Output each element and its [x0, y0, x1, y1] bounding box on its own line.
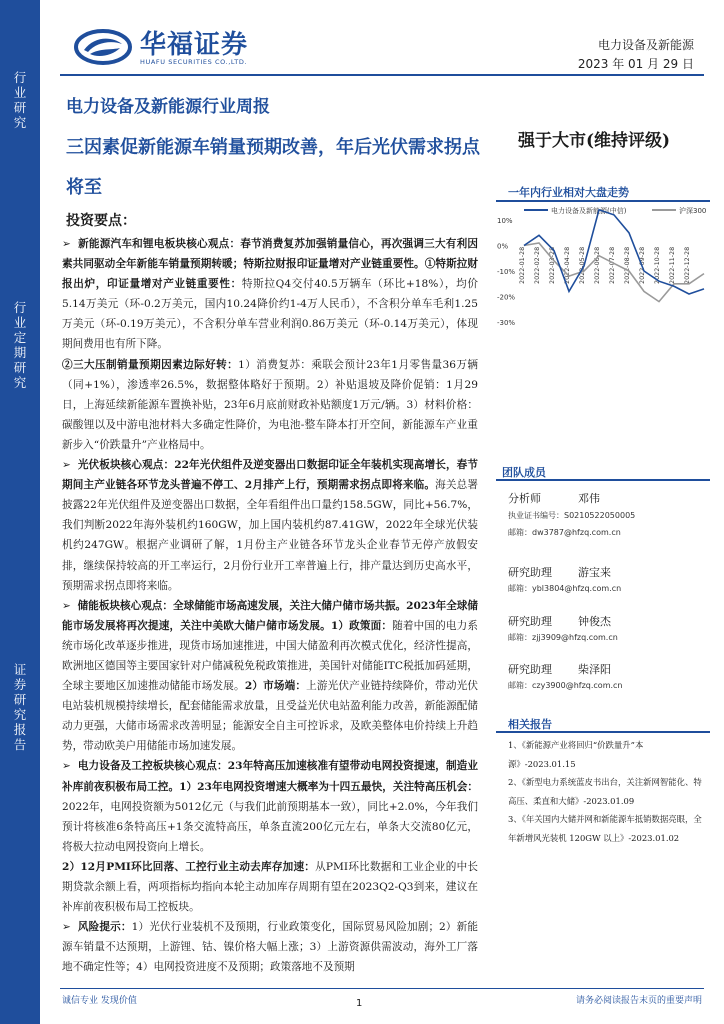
- footer-divider: [60, 988, 704, 989]
- company-name-cn: 华福证券: [140, 30, 249, 60]
- member-role: 分析师: [508, 492, 541, 505]
- paragraph-pmi: 2）12月PMI环比回落、工控行业主动去库存加速：从PMI环比数据和工业企业的中长期贷款余额上看，两项指标均指向本轮主动加库存周期有望在2023Q2-Q3到来，建议在补库前夜积极布局工控板块。: [62, 860, 478, 914]
- member-role: 研究助理: [508, 566, 552, 579]
- member-name: 钟俊杰: [578, 615, 611, 628]
- paragraph-risk: ➢ 风险提示：1）光伏行业装机不及预期，行业政策变化，国际贸易风险加剧；2）新能源车销量不达预期，上游锂、钴、镍价格大幅上涨；3）上游资源供需波动，海外工厂落地不确定性等；4）电网投资进度不及预期；政策落地不及预期: [62, 921, 478, 974]
- related-heading-rule: [496, 731, 710, 733]
- x-tick-label: 2022-08-28: [623, 246, 631, 284]
- page-number: 1: [356, 998, 363, 1009]
- header-divider: [60, 74, 704, 76]
- x-tick-label: 2022-04-28: [563, 246, 571, 284]
- team-heading: 团队成员: [502, 466, 546, 479]
- related-report-list: [508, 736, 708, 847]
- y-tick-label: -30%: [497, 319, 516, 327]
- x-tick-label: 2022-09-28: [638, 246, 646, 284]
- report-type: 电力设备及新能源行业周报: [66, 97, 270, 117]
- x-tick-label: 2022-07-28: [608, 246, 616, 284]
- company-name-en: HUAFU SECURITIES CO.,LTD.: [140, 58, 248, 66]
- team-heading-rule: [496, 479, 710, 481]
- y-tick-label: -20%: [497, 293, 516, 302]
- sidebar-label-industry-research: 行业研究: [13, 70, 27, 130]
- related-report-item[interactable]: 1、《新能源产业将回归“价跌量升”本源》-2023.01.15: [508, 740, 644, 769]
- relative-performance-chart: [496, 200, 710, 330]
- member-name: 邓伟: [578, 492, 600, 505]
- x-tick-label: 2022-06-28: [593, 246, 601, 284]
- rating: 强于大市(维持评级): [518, 131, 671, 151]
- y-tick-label: 10%: [497, 217, 513, 225]
- report-title: 三因素促新能源车销量预期改善，年后光伏需求拐点将至: [66, 137, 480, 198]
- x-tick-label: 2022-02-28: [533, 246, 541, 284]
- member-email: 邮箱：czy3900@hfzq.com.cn: [508, 681, 623, 690]
- related-report-item[interactable]: 3、《年关国内大储并网和新能源车抵销数据亮眼，全年新增风光装机 120GW 以上》-2023.01.02: [508, 814, 702, 843]
- legend-label-industry: 电力设备及新能源(中信): [551, 207, 627, 215]
- legend-label-index: 沪深300: [679, 207, 707, 215]
- member-role: 研究助理: [508, 663, 552, 676]
- footer-disclaimer: 请务必阅读报告末页的重要声明: [575, 996, 702, 1006]
- member-license: 执业证书编号：S0210522050005: [508, 511, 636, 520]
- x-tick-label: 2022-11-28: [668, 246, 676, 284]
- side-bar: [0, 0, 40, 1024]
- x-tick-label: 2022-12-28: [683, 246, 691, 284]
- huafu-logo-icon: [74, 28, 132, 66]
- x-tick-label: 2022-03-28: [548, 246, 556, 284]
- member-name: 柴泽阳: [578, 663, 611, 676]
- paragraph-grid: ➢ 电力设备及工控板块核心观点：23年特高压加速核准有望带动电网投资提速，制造业补库前夜积极布局工控。1）23年电网投资增速大概率为十四五最快，关注特高压机会：2022年，电网投资额为5012亿元（与我们此前预期基本一致），同比+2.0%，今年我们预计将核准6条特高压+1条交流特高压，单条直流200亿元左右，单条大交流80亿元，将极大拉动电网投资向上增长。: [62, 760, 478, 853]
- member-email: 邮箱：dw3787@hfzq.com.cn: [508, 528, 621, 537]
- related-heading: 相关报告: [508, 718, 552, 731]
- member-email: 邮箱：ybl3804@hfzq.com.cn: [508, 584, 622, 593]
- header-category: 电力设备及新能源: [597, 38, 694, 52]
- x-tick-label: 2022-05-28: [578, 246, 586, 284]
- paragraph-pv: ➢ 光伏板块核心观点：22年光伏组件及逆变器出口数据印证全年装机实现高增长，春节期间主产业链各环节龙头普遍不停工、2月排产上行，预期需求拐点即将来临。海关总署披露22年光伏组件及逆变器出口数据，全年看组件出口量约158.5GW，同比+56.7%，我们判断2022年海外装机约160GW，加上国内装机约87.41GW，2022年全球光伏装机约247GW。根据产业调研了解，1月份主产业链各环节龙头企业春节无停产放假安排，继续保持较高的开工率运行，2月份行业开工率普遍上行，排产量达到历史高水平，预期需求拐点即将来临。: [62, 459, 478, 592]
- footer-slogan: 诚信专业 发现价值: [62, 996, 137, 1006]
- x-tick-label: 2022-10-28: [653, 246, 661, 284]
- sidebar-label-periodic-research: 行业定期研究: [13, 300, 27, 390]
- x-tick-label: 2022-01-28: [518, 246, 526, 284]
- summary-heading: 投资要点：: [66, 213, 136, 229]
- y-tick-label: -10%: [497, 268, 516, 276]
- member-role: 研究助理: [508, 615, 552, 628]
- paragraph-ev-battery: ➢ 新能源汽车和锂电板块核心观点：春节消费复苏加强销量信心，再次强调三大有利因素共同驱动全年新能车销量预期转暖；特斯拉财报印证量增对产业链重要性。①特斯拉财报出炉，印证量增对产业链重要性：特斯拉Q4交付40.5万辆车（环比+18%），均价5.14万美元（环-0.2万美元，国内10.24降价约1-4万人民币），不含积分单车毛利1.25万美元（环-0.19万美元），不含积分单车营业利润0.86万美元（环-0.14万美元），体现期间费用也有所下降。: [62, 238, 479, 351]
- paragraph-ev-factors: ②三大压制销量预期因素边际好转：1）消费复苏：乘联会预计23年1月零售量36万辆（同+1%），渗透率26.5%，数据整体略好于预期。2）补贴退坡及降价促销：1月29日，上海延续新能源车置换补贴，23年6月底前财政补贴额度1万元/辆。3）材料价格：碳酸锂以及中游电池材料大多确定性降价，为电池-整车降本打开空间，新能源车产业重新步入“价跌量升”产业格局中。: [62, 358, 478, 451]
- y-tick-label: 0%: [497, 242, 509, 251]
- paragraph-storage: ➢ 储能板块核心观点：全球储能市场高速发展，关注大储户储市场共振。2023年全球储能市场发展将再次提速，关注中美欧大储户储市场发展。1）政策面：随着中国的电力系统市场化改革逐步推进，现货市场加速推进，中国大储盈利再次模式优化，经济性提高，欧洲地区德国等主要国家针对户储减税免税政策推进，美国针对储能ITC税抵加码延期，全球主要地区加速推动储能市场发展。2）市场端：上游光伏产业链持续降价，带动光伏电站装机规模持续增长，配套储能需求放量，且受益光伏电站盈利能力改善，新能源配储动力更强，大储市场需求改善明显；能源安全自主可控诉求，及欧美整体电价持续上升趋势，带动欧美户用储能市场加速发展。: [62, 599, 479, 753]
- chart-heading: 一年内行业相对大盘走势: [508, 186, 629, 199]
- summary-body: [62, 234, 478, 977]
- sidebar-label-securities-report: 证券研究报告: [13, 662, 27, 752]
- header-date: 2023 年 01 月 29 日: [577, 57, 694, 71]
- member-email: 邮箱：zjj3909@hfzq.com.cn: [508, 633, 618, 642]
- member-name: 游宝来: [578, 566, 611, 579]
- related-report-item[interactable]: 2、《新型电力系统蓝皮书出台，关注新网智能化、特高压、柔直和大储》-2023.01.09: [508, 777, 702, 806]
